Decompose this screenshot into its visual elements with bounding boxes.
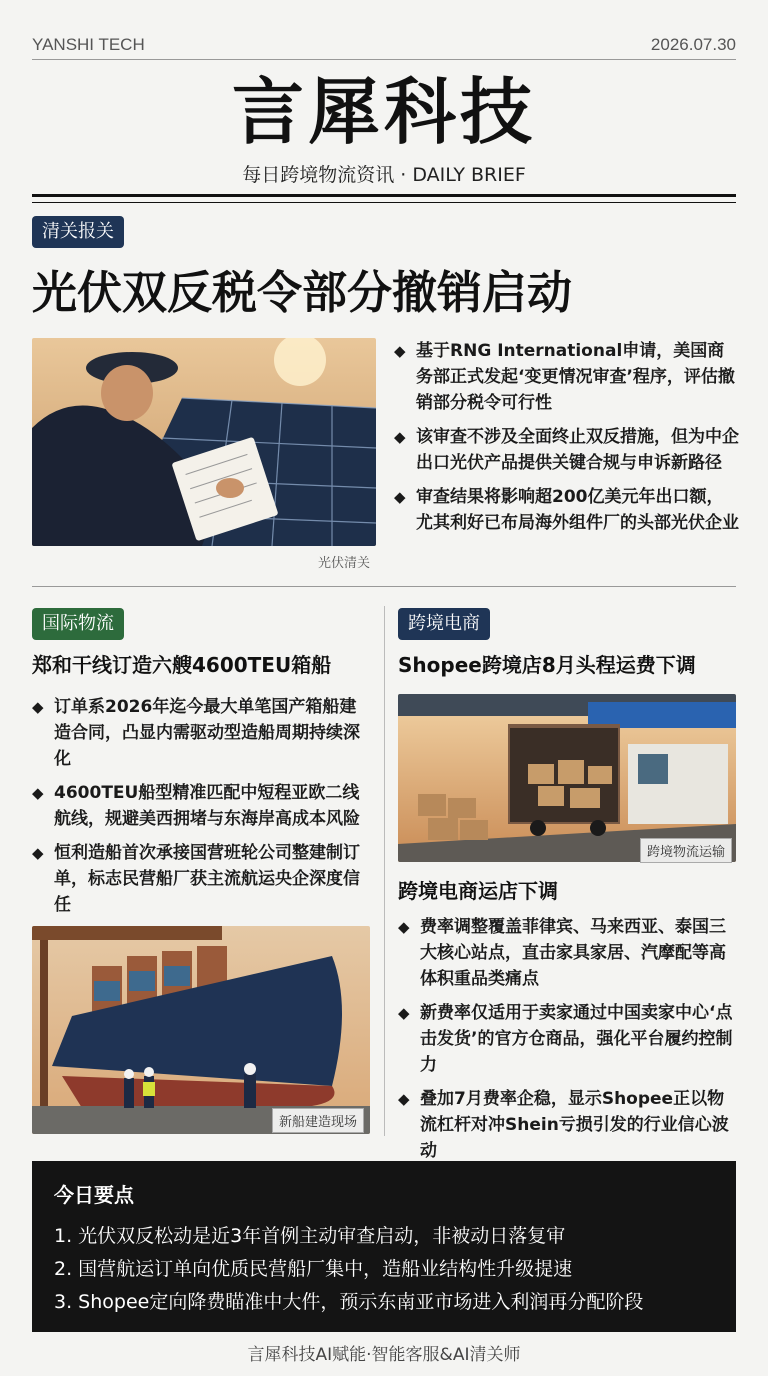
list-item: ◆ 新费率仅适用于卖家通过中国卖家中心‘点击发货’的官方仓商品，强化平台履约控制力 [398, 1000, 738, 1078]
section-divider [32, 586, 736, 587]
list-item: ◆ 基于RNG International申请，美国商务部正式发起‘变更情况审查’程序，评估撤销部分税令可行性 [394, 338, 740, 416]
diamond-bullet-icon: ◆ [394, 428, 406, 446]
lead-photo-caption: 光伏清关 [318, 556, 371, 571]
lead-category-tag[interactable]: 清关报关 [32, 216, 124, 248]
diamond-bullet-icon: ◆ [398, 918, 410, 936]
diamond-bullet-icon: ◆ [398, 1004, 410, 1022]
list-item: 3. Shopee定向降费瞄准中大件，预示东南亚市场进入利润再分配阶段 [54, 1291, 644, 1313]
logistics-bullet-list [32, 694, 372, 926]
column-divider [384, 606, 385, 1136]
logistics-headline[interactable]: 郑和干线订造六艘4600TEU箱船 [32, 653, 332, 677]
truck-photo-caption: 跨境物流运输 [640, 838, 732, 863]
list-item: ◆ 订单系2026年迄今最大单笔国产箱船建造合同，凸显内需驱动型造船周期持续深化 [32, 694, 372, 772]
list-item: ◆ 该审查不涉及全面终止双反措施，但为中企出口光伏产品提供关键合规与申诉新路径 [394, 424, 740, 476]
brand-english: YANSHI TECH [32, 34, 145, 54]
page-subtitle: 每日跨境物流资讯 · DAILY BRIEF [242, 164, 526, 186]
list-item: ◆ 费率调整覆盖菲律宾、马来西亚、泰国三大核心站点，直击家具家居、汽摩配等高体积重品类痛点 [398, 914, 738, 992]
diamond-bullet-icon: ◆ [394, 488, 406, 506]
ecommerce-subheadline[interactable]: 跨境电商运店下调 [398, 879, 558, 903]
lead-photo-solar-inspection [32, 338, 376, 546]
footer-text: 言犀科技AI赋能·智能客服&AI清关师 [247, 1345, 521, 1365]
ecommerce-category-tag[interactable]: 跨境电商 [398, 608, 490, 640]
key-points-list [54, 1220, 714, 1319]
list-item: ◆ 叠加7月费率企稳，显示Shopee正以物流杠杆对冲Shein亏损引发的行业信心波动 [398, 1086, 738, 1164]
issue-date: 2026.07.30 [650, 34, 736, 54]
key-points-heading: 今日要点 [54, 1183, 134, 1207]
key-points-box [32, 1161, 736, 1332]
lead-headline[interactable]: 光伏双反税令部分撤销启动 [32, 266, 573, 319]
diamond-bullet-icon: ◆ [32, 784, 44, 802]
top-bar [32, 30, 736, 60]
diamond-bullet-icon: ◆ [32, 844, 44, 862]
masthead [0, 66, 768, 187]
ecommerce-headline[interactable]: Shopee跨境店8月头程运费下调 [398, 653, 696, 677]
logistics-category-tag[interactable]: 国际物流 [32, 608, 124, 640]
truck-loading-photo [398, 694, 736, 862]
list-item: ◆ 4600TEU船型精准匹配中短程亚欧二线航线，规避美西拥堵与东海岸高成本风险 [32, 780, 372, 832]
diamond-bullet-icon: ◆ [398, 1090, 410, 1108]
shipyard-photo-caption: 新船建造现场 [272, 1108, 364, 1133]
lead-bullet-list [394, 338, 740, 544]
list-item: 2. 国营航运订单向优质民营船厂集中，造船业结构性升级提速 [54, 1258, 573, 1280]
page-title: 言犀科技 [231, 69, 536, 154]
diamond-bullet-icon: ◆ [32, 698, 44, 716]
list-item: ◆ 审查结果将影响超200亿美元年出口额，尤其利好已布局海外组件厂的头部光伏企业 [394, 484, 740, 536]
masthead-divider [32, 194, 736, 203]
ecommerce-bullet-list [398, 914, 738, 1172]
list-item: ◆ 恒利造船首次承接国营班轮公司整建制订单，标志民营船厂获主流航运央企深度信任 [32, 840, 372, 918]
shipyard-photo [32, 926, 370, 1134]
list-item: 1. 光伏双反松动是近3年首例主动审查启动，非被动日落复审 [54, 1225, 566, 1247]
diamond-bullet-icon: ◆ [394, 342, 406, 360]
